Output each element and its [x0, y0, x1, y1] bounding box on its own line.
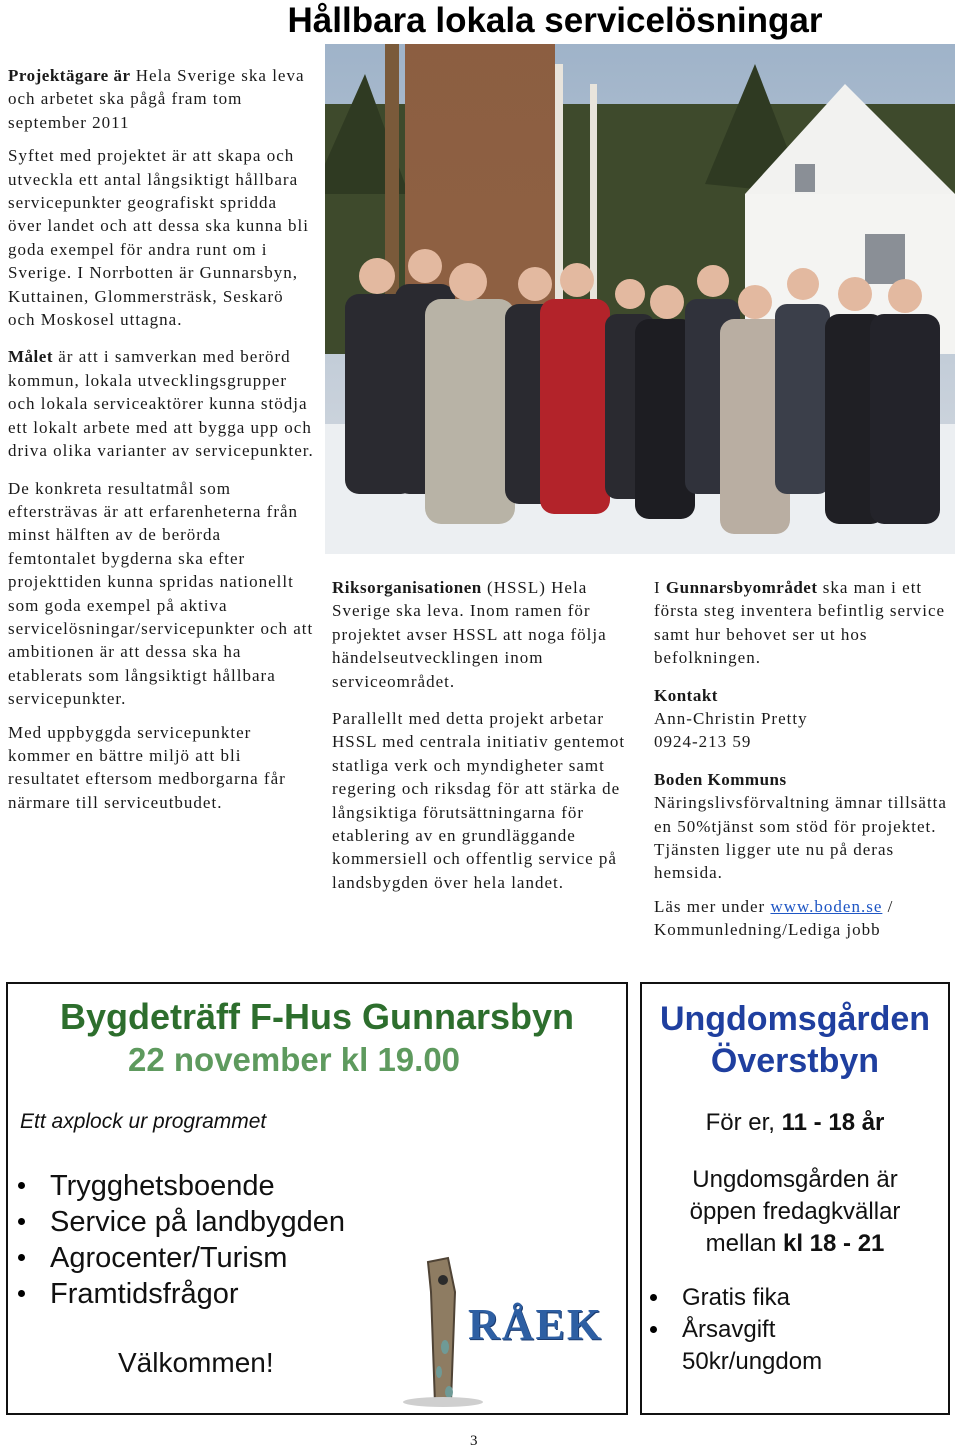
group-photo-illustration — [325, 44, 955, 554]
project-owner-paragraph: Projektägare är Hela Sverige ska leva och arbetet ska pågå fram tom september 2011 — [8, 66, 305, 132]
age-range: För er, 11 - 18 år — [705, 1109, 885, 1136]
hssl-paragraph: Riksorganisationen (HSSL) Hela Sverige ska leva. Inom ramen för projektet avser HSSL att noga följa händelseutvecklingen inom serviceområdet. — [332, 578, 607, 691]
left-column — [8, 64, 314, 824]
opening-hours: Ungdomsgården är öppen fredagkvällar mellan kl 18 - 21 — [689, 1166, 901, 1257]
environment-paragraph: Med uppbyggda servicepunkter kommer en bättre miljö att bli resultatet eftersom medborgarna får närmare till serviceutbudet. — [8, 722, 286, 812]
right-column — [654, 576, 952, 952]
youth-box — [640, 982, 950, 1415]
event-box — [6, 982, 628, 1415]
boden-paragraph: Boden Kommuns Näringslivsförvaltning ämnar tillsätta en 50%tjänst som stöd för projektet. Tjänsten ligger ute nu på deras hemsida. — [654, 769, 947, 883]
list-item: Årsavgift — [650, 1314, 790, 1346]
middle-column — [332, 576, 632, 904]
gunnarsbyn-paragraph: I Gunnarsbyområdet ska man i ett första steg inventera befintlig service samt hur behovet ser ut hos befolkningen. — [654, 578, 946, 668]
event-subtitle: Ett axplock ur programmet — [20, 1110, 267, 1133]
youth-title: Ungdomsgården Överstbyn — [659, 1000, 931, 1080]
parallel-paragraph: Parallellt med detta projekt arbetar HSSL med centrala initiativ gentemot statliga verk och myndigheter samt regering och riksdag för att stärka de långsiktiga förutsättningarna för etablering av en grundläggande kommersiell och offentlig service på landsbygden över hela landet. — [332, 709, 626, 892]
event-title: Bygdeträff F-Hus Gunnarsbyn — [59, 996, 575, 1037]
contact-phone: 0924-213 59 — [654, 732, 752, 752]
welcome-text: Välkommen! — [118, 1347, 274, 1378]
contact-block — [654, 684, 952, 754]
raek-logo-text: RÅEK — [468, 1300, 604, 1349]
results-paragraph: De konkreta resultatmål som eftersträvas är att erfarenheterna från minst hälften av de berörda femtontalet bygderna ska efter projekttiden kunna spridas nationellt som goda exempel på aktiva servicelösningar/servicepunkter och att ambitionen är att dessa ska ha etablerats som långsiktigt hållbara servicepunkter. — [8, 478, 314, 709]
list-item: Service på landbygden — [18, 1204, 345, 1240]
contact-name: Ann-Christin Pretty — [654, 709, 808, 729]
list-item: Framtidsfrågor — [18, 1276, 345, 1312]
group-photo — [325, 44, 955, 554]
event-program-list — [18, 1168, 345, 1312]
list-item: Gratis fika — [650, 1282, 790, 1314]
page-title: Hållbara lokala servicelösningar — [287, 1, 823, 40]
list-item: Agrocenter/Turism — [18, 1240, 345, 1276]
boden-link[interactable]: www.boden.se — [770, 896, 883, 916]
membership-fee: 50kr/ungdom — [682, 1348, 823, 1375]
contact-heading: Kontakt — [654, 685, 718, 705]
youth-benefits-list — [650, 1282, 790, 1346]
read-more-paragraph: Läs mer under www.boden.se / Kommunledning/Lediga jobb — [654, 896, 894, 940]
page-number: 3 — [470, 1433, 478, 1449]
purpose-paragraph: Syftet med projektet är att skapa och utveckla ett antal långsiktigt hållbara servicepunkter geografiskt spridda över landet och att dessa ska kunna bli goda exempel för andra runt om i Sverige. I Norrbotten är Gunnarsbyn, Kuttainen, Glommersträsk, Seskarö och Moskosel uttagna. — [8, 146, 310, 330]
event-time: 22 november kl 19.00 — [128, 1041, 461, 1078]
list-item: Trygghetsboende — [18, 1168, 345, 1204]
goal-paragraph: Målet är att i samverkan med berörd kommun, lokala utvecklingsgrupper och lokala serviceaktörer kunna stödja ett lokalt arbete med att bygga upp och driva olika varianter av servicepunkter. — [8, 347, 314, 461]
